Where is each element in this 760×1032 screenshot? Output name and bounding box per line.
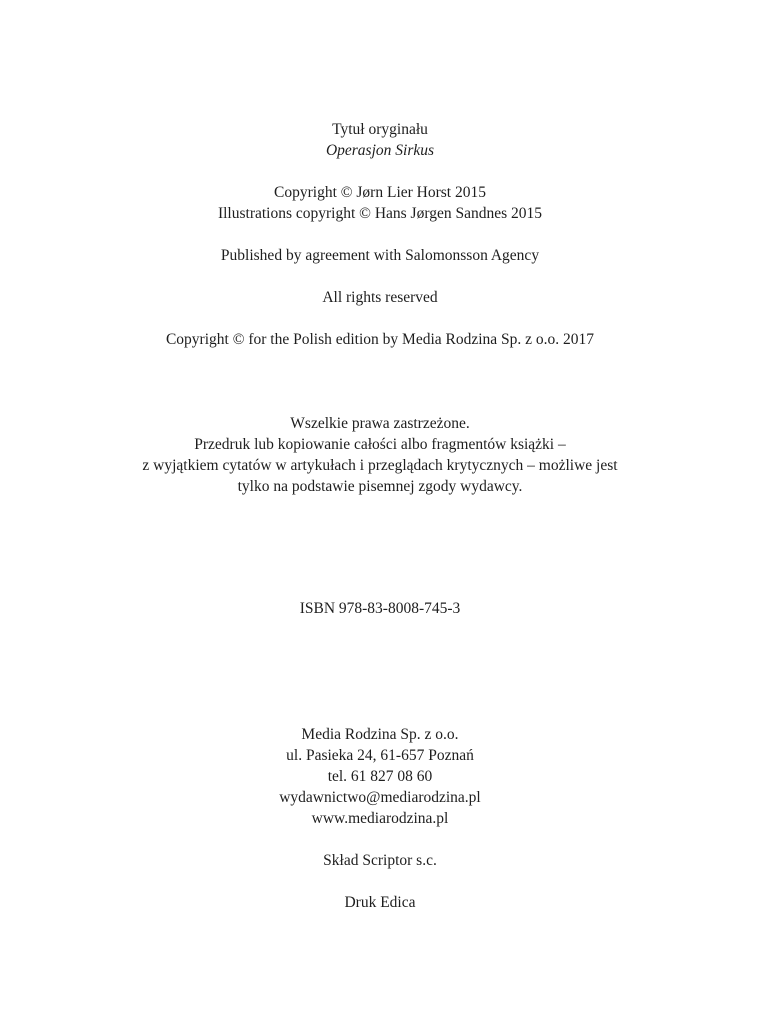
isbn-text: ISBN 978-83-8008-745-3 xyxy=(299,600,461,617)
original-title-label: Tytuł oryginału xyxy=(332,121,428,138)
published-by-text: Published by agreement with Salomonsson Agency xyxy=(220,247,540,264)
copyright-block xyxy=(0,182,760,224)
polish-notice-line: z wyjątkiem cytatów w artykułach i przeglądach krytycznych – możliwe jest xyxy=(142,457,618,474)
polish-notice-block xyxy=(0,413,760,497)
illustrations-copyright: Illustrations copyright © Hans Jørgen Sandnes 2015 xyxy=(217,205,543,222)
polish-notice-line: tylko na podstawie pisemnej zgody wydawcy. xyxy=(237,478,523,495)
author-copyright: Copyright © Jørn Lier Horst 2015 xyxy=(274,184,486,201)
original-title: Operasjon Sirkus xyxy=(325,142,435,159)
polish-notice-line: Przedruk lub kopiowanie całości albo fragmentów książki – xyxy=(194,436,566,453)
publisher-email: wydawnictwo@mediarodzina.pl xyxy=(279,789,481,806)
rights-reserved-block xyxy=(0,287,760,308)
publisher-address: ul. Pasieka 24, 61-657 Poznań xyxy=(286,747,474,764)
polish-notice-line: Wszelkie prawa zastrzeżone. xyxy=(290,415,470,432)
publisher-block xyxy=(0,724,760,829)
isbn-block xyxy=(0,598,760,619)
printing-text: Druk Edica xyxy=(344,894,416,911)
publisher-phone: tel. 61 827 08 60 xyxy=(327,768,433,785)
publisher-name: Media Rodzina Sp. z o.o. xyxy=(301,726,459,743)
polish-copyright-block xyxy=(0,329,760,350)
rights-reserved-text: All rights reserved xyxy=(322,289,438,306)
printing-block xyxy=(0,892,760,913)
original-title-block xyxy=(0,119,760,161)
published-by-block xyxy=(0,245,760,266)
typesetting-block xyxy=(0,850,760,871)
publisher-website: www.mediarodzina.pl xyxy=(311,810,449,827)
typesetting-text: Skład Scriptor s.c. xyxy=(323,852,437,869)
polish-copyright-text: Copyright © for the Polish edition by Media Rodzina Sp. z o.o. 2017 xyxy=(165,331,595,348)
